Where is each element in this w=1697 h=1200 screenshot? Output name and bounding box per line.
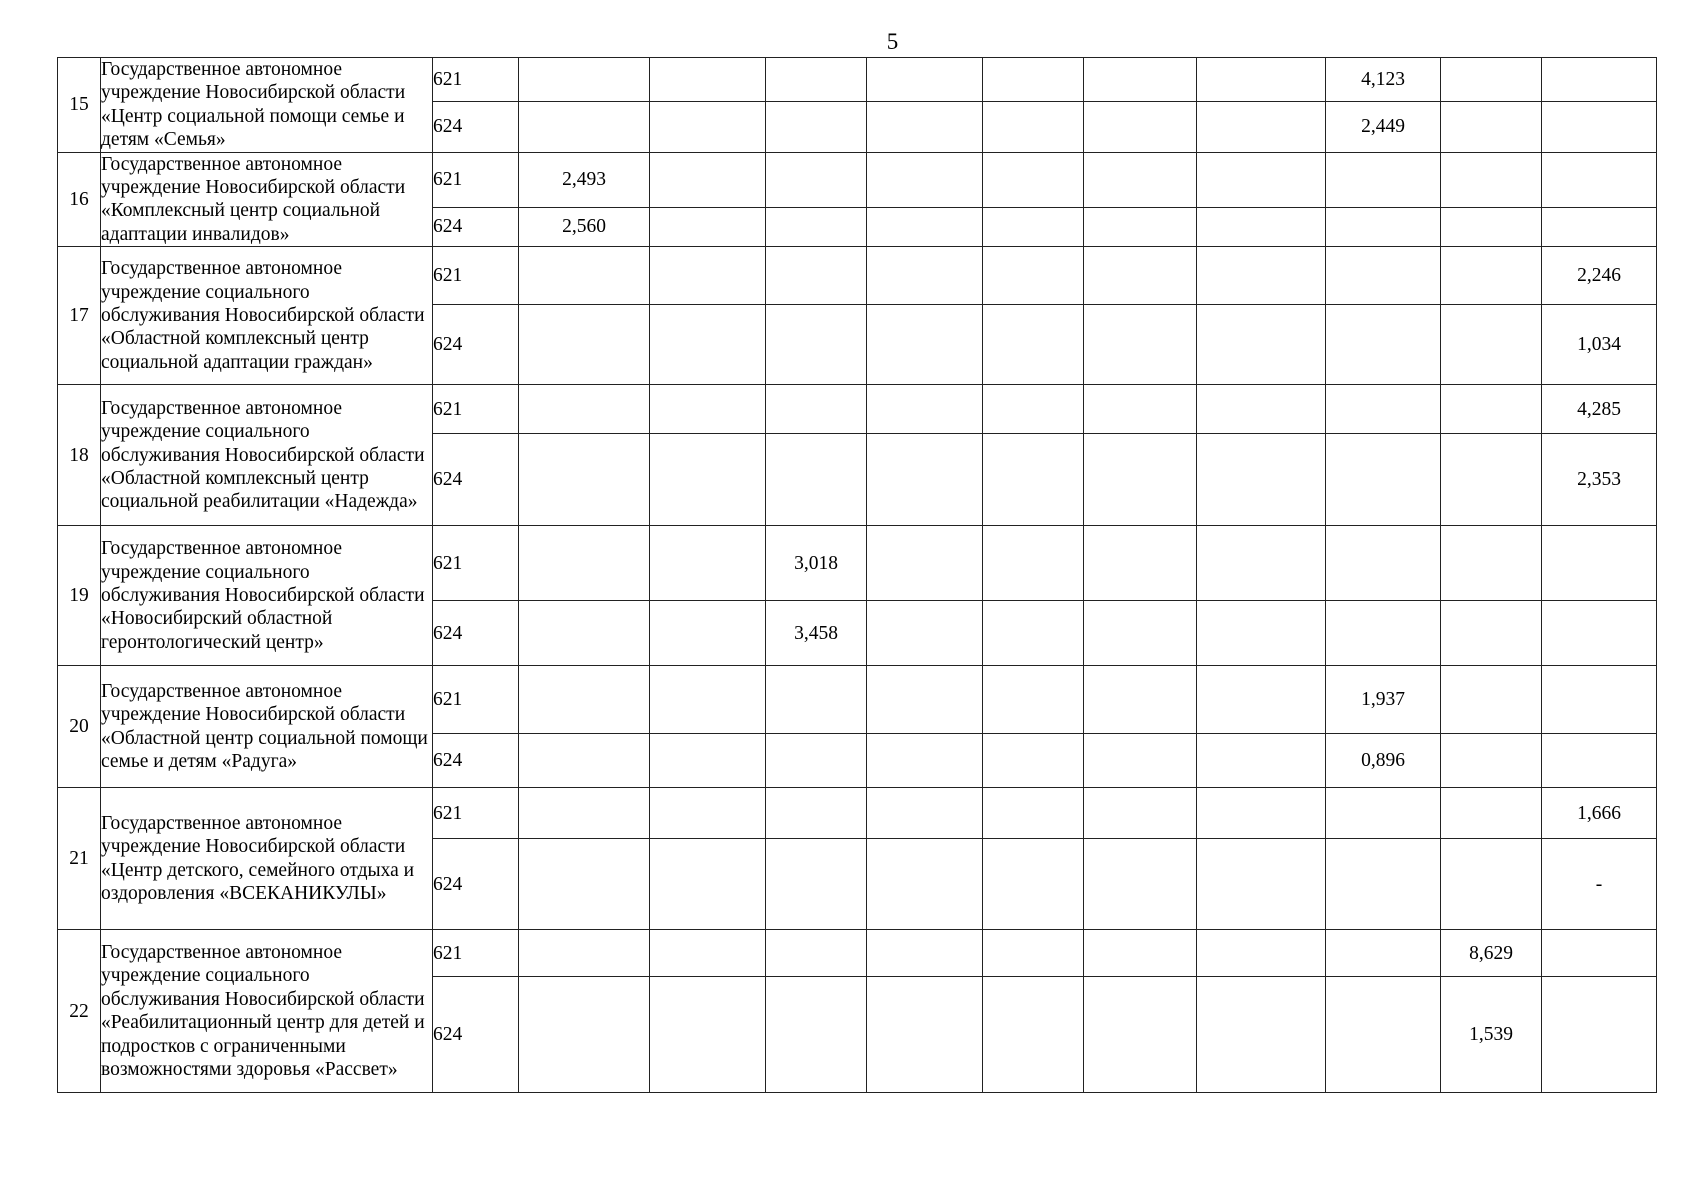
value-cell: [867, 102, 983, 152]
value-cell: [650, 102, 766, 152]
page-number: 5: [886, 29, 899, 54]
value-cell: [650, 152, 766, 207]
value-cell: [1197, 734, 1326, 788]
row-number: 17: [58, 247, 101, 385]
expense-code: 621: [433, 930, 519, 977]
value-cell: [1441, 58, 1542, 102]
value-cell: [1441, 526, 1542, 601]
value-cell: [983, 207, 1084, 246]
table-row: [58, 385, 1657, 434]
value-cell: [983, 977, 1084, 1093]
value-cell: [1441, 788, 1542, 839]
value-cell: [1197, 977, 1326, 1093]
value-cell: [1084, 385, 1197, 434]
value-cell: 2,246: [1542, 247, 1657, 305]
value-cell: [1542, 58, 1657, 102]
value-cell: [1084, 305, 1197, 385]
value-cell: [1441, 601, 1542, 666]
value-cell: 1,937: [1326, 666, 1441, 734]
value-cell: [519, 434, 650, 526]
row-number: 16: [58, 152, 101, 247]
value-cell: [1084, 839, 1197, 930]
institution-name: Государственное автономное учреждение социального обслуживания Новосибирской области «Реабилитационный центр для детей и подростков с ограниченными возможностями здоровья «Рассвет»: [101, 930, 433, 1093]
value-cell: [1542, 601, 1657, 666]
value-cell: [867, 526, 983, 601]
value-cell: [1084, 666, 1197, 734]
value-cell: [1197, 666, 1326, 734]
value-cell: [1326, 247, 1441, 305]
value-cell: [1326, 930, 1441, 977]
value-cell: [983, 666, 1084, 734]
value-cell: [1441, 839, 1542, 930]
value-cell: 2,493: [519, 152, 650, 207]
value-cell: [650, 207, 766, 246]
value-cell: [867, 305, 983, 385]
value-cell: [1084, 102, 1197, 152]
value-cell: [983, 526, 1084, 601]
institution-name: Государственное автономное учреждение Новосибирской области «Центр социальной помощи семье и детям «Семья»: [101, 58, 433, 153]
value-cell: [867, 601, 983, 666]
value-cell: [983, 102, 1084, 152]
value-cell: [1441, 666, 1542, 734]
value-cell: [650, 247, 766, 305]
table-row: [58, 58, 1657, 102]
value-cell: [519, 58, 650, 102]
expense-code: 624: [433, 305, 519, 385]
value-cell: [1441, 102, 1542, 152]
value-cell: [1084, 152, 1197, 207]
value-cell: [1197, 247, 1326, 305]
value-cell: [867, 977, 983, 1093]
institution-name: Государственное автономное учреждение социального обслуживания Новосибирской области «Областной комплексный центр социальной реабилитации «Надежда»: [101, 385, 433, 526]
value-cell: [867, 666, 983, 734]
value-cell: [1542, 734, 1657, 788]
value-cell: 2,353: [1542, 434, 1657, 526]
value-cell: [1197, 305, 1326, 385]
value-cell: [1542, 152, 1657, 207]
value-cell: [1441, 207, 1542, 246]
value-cell: [650, 734, 766, 788]
expense-code: 621: [433, 247, 519, 305]
value-cell: [1197, 839, 1326, 930]
value-cell: [650, 666, 766, 734]
value-cell: [766, 434, 867, 526]
value-cell: [1326, 434, 1441, 526]
value-cell: [766, 930, 867, 977]
value-cell: 2,560: [519, 207, 650, 246]
value-cell: [519, 385, 650, 434]
value-cell: 4,123: [1326, 58, 1441, 102]
value-cell: [519, 839, 650, 930]
expense-code: 621: [433, 385, 519, 434]
value-cell: [1326, 152, 1441, 207]
value-cell: [867, 434, 983, 526]
value-cell: 3,458: [766, 601, 867, 666]
value-cell: [983, 152, 1084, 207]
expense-code: 621: [433, 152, 519, 207]
expense-code: 624: [433, 102, 519, 152]
value-cell: [1326, 839, 1441, 930]
value-cell: 8,629: [1441, 930, 1542, 977]
value-cell: [1542, 207, 1657, 246]
institution-name: Государственное автономное учреждение Новосибирской области «Центр детского, семейного отдыха и оздоровления «ВСЕКАНИКУЛЫ»: [101, 788, 433, 930]
value-cell: [1441, 434, 1542, 526]
value-cell: 2,449: [1326, 102, 1441, 152]
value-cell: [1084, 58, 1197, 102]
budget-table: [57, 57, 1657, 1093]
value-cell: [519, 977, 650, 1093]
value-cell: [766, 666, 867, 734]
value-cell: [983, 305, 1084, 385]
value-cell: [1084, 977, 1197, 1093]
value-cell: 4,285: [1542, 385, 1657, 434]
value-cell: [650, 977, 766, 1093]
value-cell: [519, 788, 650, 839]
table-row: [58, 930, 1657, 977]
value-cell: [1326, 977, 1441, 1093]
value-cell: [766, 247, 867, 305]
value-cell: 1,034: [1542, 305, 1657, 385]
value-cell: [519, 247, 650, 305]
value-cell: [1197, 385, 1326, 434]
value-cell: -: [1542, 839, 1657, 930]
value-cell: [867, 385, 983, 434]
value-cell: [650, 434, 766, 526]
table-row: [58, 666, 1657, 734]
value-cell: [1326, 601, 1441, 666]
value-cell: [1441, 305, 1542, 385]
row-number: 15: [58, 58, 101, 153]
row-number: 22: [58, 930, 101, 1093]
value-cell: [867, 788, 983, 839]
value-cell: [519, 601, 650, 666]
value-cell: [983, 839, 1084, 930]
row-number: 20: [58, 666, 101, 788]
value-cell: [1441, 247, 1542, 305]
value-cell: [1197, 152, 1326, 207]
value-cell: [867, 734, 983, 788]
expense-code: 624: [433, 977, 519, 1093]
value-cell: [1084, 207, 1197, 246]
value-cell: [766, 385, 867, 434]
value-cell: [1197, 526, 1326, 601]
value-cell: [650, 526, 766, 601]
value-cell: [1441, 152, 1542, 207]
value-cell: [766, 58, 867, 102]
value-cell: 3,018: [766, 526, 867, 601]
value-cell: [867, 839, 983, 930]
value-cell: [766, 788, 867, 839]
value-cell: [1326, 526, 1441, 601]
row-number: 19: [58, 526, 101, 666]
expense-code: 624: [433, 601, 519, 666]
expense-code: 624: [433, 734, 519, 788]
value-cell: [519, 102, 650, 152]
value-cell: [1084, 601, 1197, 666]
value-cell: [1084, 526, 1197, 601]
value-cell: [650, 601, 766, 666]
table-row: [58, 788, 1657, 839]
value-cell: [519, 734, 650, 788]
value-cell: [867, 247, 983, 305]
value-cell: [650, 385, 766, 434]
table-row: [58, 152, 1657, 207]
value-cell: [519, 930, 650, 977]
value-cell: [983, 385, 1084, 434]
value-cell: [983, 434, 1084, 526]
value-cell: [650, 305, 766, 385]
expense-code: 624: [433, 207, 519, 246]
value-cell: [1542, 977, 1657, 1093]
value-cell: [1084, 788, 1197, 839]
value-cell: [1542, 102, 1657, 152]
table-row: [58, 247, 1657, 305]
expense-code: 621: [433, 58, 519, 102]
row-number: 21: [58, 788, 101, 930]
value-cell: [766, 207, 867, 246]
institution-name: Государственное автономное учреждение Новосибирской области «Областной центр социальной помощи семье и детям «Радуга»: [101, 666, 433, 788]
value-cell: [650, 58, 766, 102]
expense-code: 624: [433, 434, 519, 526]
value-cell: [983, 601, 1084, 666]
institution-name: Государственное автономное учреждение социального обслуживания Новосибирской области «Областной комплексный центр социальной адаптации граждан»: [101, 247, 433, 385]
value-cell: 0,896: [1326, 734, 1441, 788]
value-cell: [1326, 305, 1441, 385]
value-cell: 1,539: [1441, 977, 1542, 1093]
value-cell: [1441, 385, 1542, 434]
value-cell: [1197, 434, 1326, 526]
expense-code: 624: [433, 839, 519, 930]
expense-code: 621: [433, 526, 519, 601]
value-cell: [983, 930, 1084, 977]
value-cell: [1084, 734, 1197, 788]
value-cell: [1197, 601, 1326, 666]
value-cell: [766, 734, 867, 788]
value-cell: [983, 247, 1084, 305]
value-cell: [1326, 207, 1441, 246]
value-cell: [1542, 526, 1657, 601]
value-cell: [867, 152, 983, 207]
value-cell: [1197, 788, 1326, 839]
value-cell: [1326, 385, 1441, 434]
value-cell: [650, 788, 766, 839]
value-cell: [1084, 434, 1197, 526]
value-cell: [983, 58, 1084, 102]
value-cell: [519, 526, 650, 601]
institution-name: Государственное автономное учреждение социального обслуживания Новосибирской области «Новосибирский областной геронтологический центр»: [101, 526, 433, 666]
value-cell: [1542, 666, 1657, 734]
value-cell: [867, 58, 983, 102]
expense-code: 621: [433, 666, 519, 734]
expense-code: 621: [433, 788, 519, 839]
value-cell: [766, 977, 867, 1093]
value-cell: [867, 207, 983, 246]
table-row: [58, 526, 1657, 601]
value-cell: [1197, 207, 1326, 246]
row-number: 18: [58, 385, 101, 526]
value-cell: [1197, 930, 1326, 977]
value-cell: [1197, 102, 1326, 152]
value-cell: [983, 788, 1084, 839]
value-cell: [1441, 734, 1542, 788]
value-cell: [983, 734, 1084, 788]
table-body: [58, 58, 1657, 1093]
value-cell: [766, 305, 867, 385]
value-cell: [1084, 247, 1197, 305]
value-cell: [766, 839, 867, 930]
value-cell: [650, 839, 766, 930]
value-cell: [1542, 930, 1657, 977]
value-cell: [519, 305, 650, 385]
value-cell: [1197, 58, 1326, 102]
value-cell: [766, 102, 867, 152]
value-cell: [519, 666, 650, 734]
value-cell: [650, 930, 766, 977]
institution-name: Государственное автономное учреждение Новосибирской области «Комплексный центр социальной адаптации инвалидов»: [101, 152, 433, 247]
value-cell: [1084, 930, 1197, 977]
value-cell: 1,666: [1542, 788, 1657, 839]
value-cell: [1326, 788, 1441, 839]
value-cell: [766, 152, 867, 207]
value-cell: [867, 930, 983, 977]
